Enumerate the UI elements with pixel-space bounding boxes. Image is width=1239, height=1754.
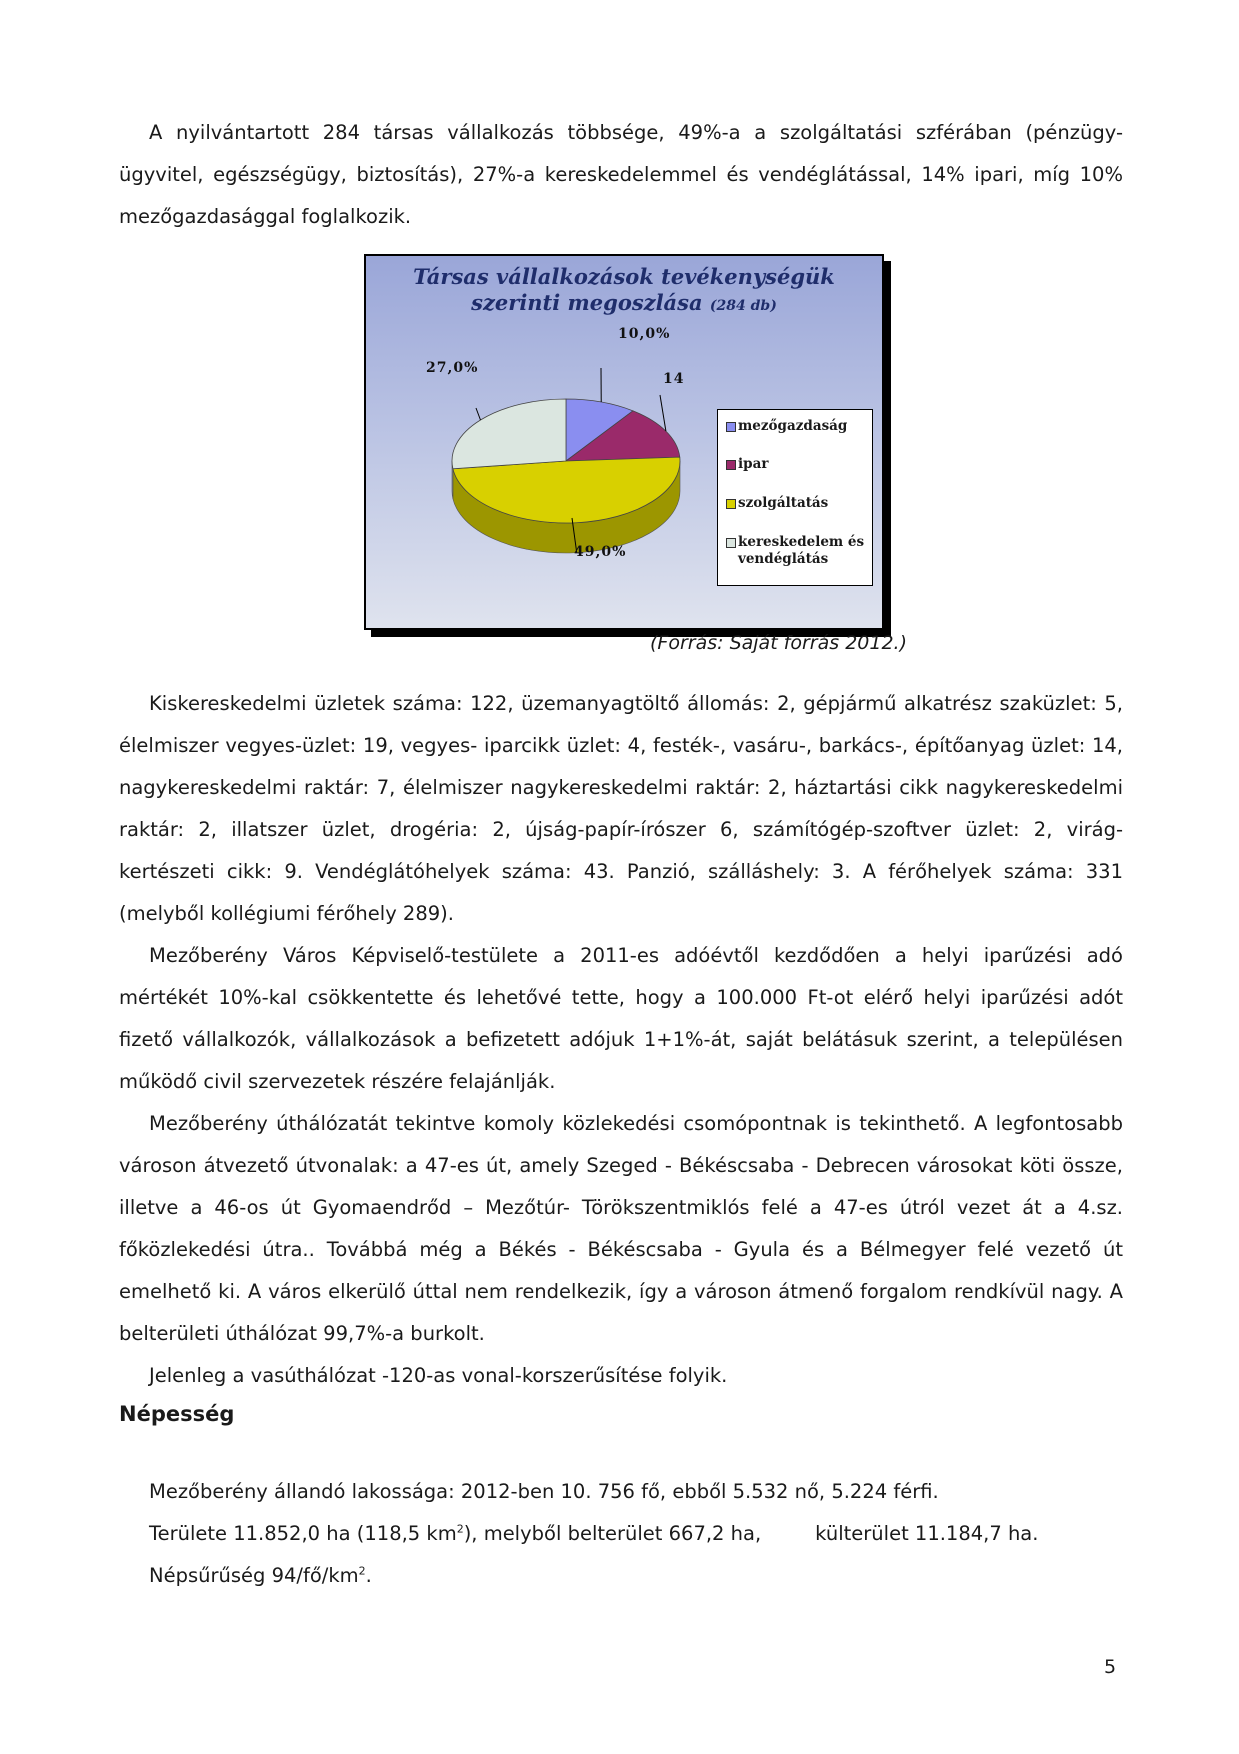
chart-title-line2: szerinti megoszlása: [471, 290, 703, 315]
density-text: Népsűrűség 94/fő/km: [149, 1564, 359, 1587]
paragraph: Kiskereskedelmi üzletek száma: 122, üzemanyagtöltő állomás: 2, gépjármű alkatrész szaküzlet: 5, élelmiszer vegyes-üzlet: 19, vegyes- iparcikk üzlet: 4, festék-, vasáru-, barkács-, építőanyag üzlet: 14, nagykereskedelmi raktár: 7, élelmiszer nagykereskedelmi raktár: 2, háztartási cikk nagykereskedelmi raktár: 2, illatszer üzlet, drogéria: 2, újság-papír-írószer 6, számítógép-szoftver üzlet: 2, virág- kertészeti cikk: 9. Vendéglátóhelyek száma: 43. Panzió, szálláshely: 3. A férőhelyek száma: 331 (melyből kollégiumi férőhely 289).: [119, 692, 1123, 925]
intro-paragraph: A nyilvántartott 284 társas vállalkozás többsége, 49%-a a szolgáltatási szférában (pénzügy-ügyvitel, egészségügy, biztosítás), 27%-a kereskedelemmel és vendéglátással, 14% ipari, míg 10% mezőgazdasággal foglalkozik.: [119, 121, 1123, 228]
legend-label: ipar: [738, 456, 769, 472]
legend-swatch: [726, 422, 736, 432]
slice-label-2: 49,0%: [574, 544, 627, 560]
superscript: 2: [456, 1522, 464, 1536]
legend-swatch: [726, 460, 736, 470]
paragraph: Jelenleg a vasúthálózat -120-as vonal-korszerűsítése folyik.: [149, 1364, 728, 1387]
legend-label: mezőgazdaság: [738, 418, 848, 434]
density-end: .: [365, 1564, 372, 1587]
leader-line-3: [476, 408, 480, 420]
section-heading: Népesség: [119, 1402, 235, 1426]
area-line: [149, 1522, 1038, 1545]
legend-item: [738, 534, 868, 568]
leader-line-1: [660, 395, 666, 431]
legend-item: [738, 495, 868, 512]
outer-area-text: külterület 11.184,7 ha.: [815, 1522, 1039, 1545]
paragraph: Mezőberény Város Képviselő-testülete a 2011-es adóévtől kezdődően a helyi iparűzési adó mértékét 10%-kal csökkentette és lehetővé tette, hogy a 100.000 Ft-ot elérő helyi iparűzési adót fizető vállalkozók, vállalkozások a befizetett adójuk 1+1%-át, saját belátásuk szerint, a településen működő civil szervezetek részére felajánlják.: [119, 944, 1123, 1093]
slice-label-1: 14: [663, 371, 685, 387]
paragraph: Mezőberény úthálózatát tekintve komoly közlekedési csomópontnak is tekinthető. A legfontosabb városon átvezető útvonalak: a 47-es út, amely Szeged - Békéscsaba - Debrecen városokat köti össze, illetve a 46-os út Gyomaendrőd – Mezőtúr- Törökszentmiklós felé a 47-es útról vezet át a 4.sz. főközlekedési útra.. Továbbá még a Békés - Békéscsaba - Gyula és a Bélmegyer felé vezető út emelhető ki. A város elkerülő úttal nem rendelkezik, így a városon átmenő forgalom rendkívül nagy. A belterületi úthálózat 99,7%-a burkolt.: [119, 1112, 1123, 1345]
legend-swatch: [726, 538, 736, 548]
chart-title-line1: Társas vállalkozások tevékenységük: [413, 264, 835, 289]
body-text: [119, 683, 1123, 1397]
chart-source: (Forrás: Saját forrás 2012.): [650, 632, 908, 654]
page-number: 5: [1104, 1656, 1117, 1678]
chart-legend: [717, 409, 873, 586]
superscript: 2: [358, 1564, 366, 1578]
legend-item: [738, 456, 868, 473]
slice-label-0: 10,0%: [618, 326, 671, 342]
legend-item: [738, 418, 868, 435]
area-text: Területe 11.852,0 ha (118,5 km: [149, 1522, 457, 1545]
legend-label: kereskedelem és vendéglátás: [738, 534, 865, 567]
population-line: Mezőberény állandó lakossága: 2012-ben 10. 756 fő, ebből 5.532 nő, 5.224 férfi.: [149, 1480, 939, 1503]
chart-title-suffix: (284 db): [709, 298, 777, 314]
slice-label-3: 27,0%: [426, 360, 479, 376]
area-text-2: ), melyből belterület 667,2 ha,: [463, 1522, 762, 1545]
legend-label: szolgáltatás: [738, 495, 829, 511]
legend-swatch: [726, 499, 736, 509]
density-line: [149, 1564, 372, 1587]
pie-chart: [364, 254, 884, 630]
pie-slice-3: [452, 399, 566, 469]
